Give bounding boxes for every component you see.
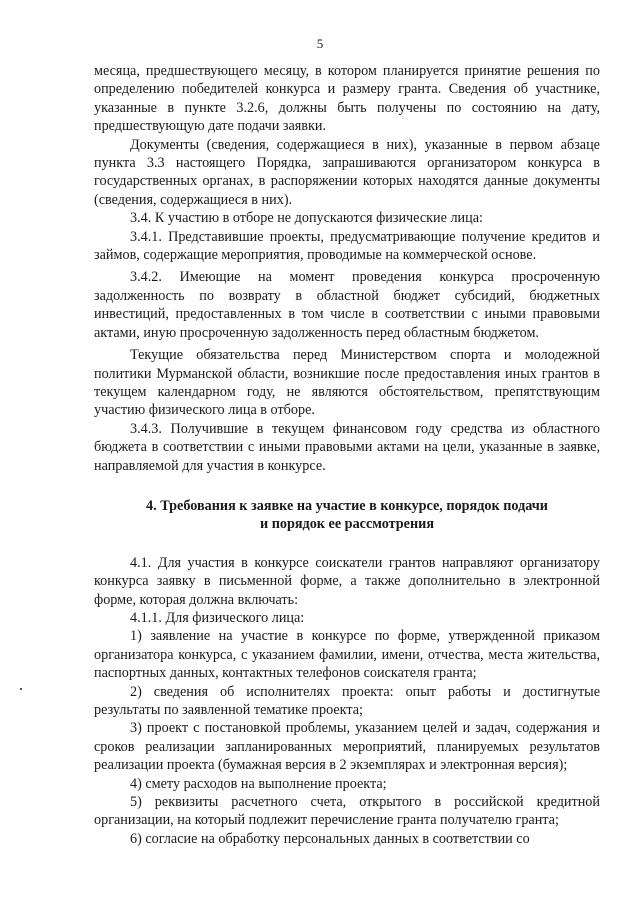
list-item-2: 2) сведения об исполнителях проекта: опыт работы и достигнутые результаты по заявленной тематике проекта; xyxy=(94,683,600,718)
list-item-1: 1) заявление на участие в конкурсе по форме, утвержденной приказом организатора конкурса, с указанием фамилии, имени, отчества, места жительства, паспортных данных, контактных телефонов соискателя гранта; xyxy=(94,628,600,682)
paragraph-4-1-1: 4.1.1. Для физического лица: xyxy=(130,609,305,626)
section-heading-line-2: и порядок ее рассмотрения xyxy=(259,516,434,533)
list-item-6: 6) согласие на обработку персональных данных в соответствии со xyxy=(130,830,530,847)
paragraph-4-1: 4.1. Для участия в конкурсе соискатели грантов направляют организатору конкурса заявку в письменной форме, а также дополнительно в электронной форме, которая должна включать: xyxy=(94,554,600,608)
paragraph-continuation: месяца, предшествующего месяцу, в котором планируется принятие решения по определению победителей конкурса и размеру гранта. Сведения об участнике, указанные в пункте 3.2.6, должны быть получены по состоянию на дату, предшествующую дате подачи заявки. xyxy=(94,63,600,135)
document-body xyxy=(94,62,600,848)
paragraph-3-4-2: 3.4.2. Имеющие на момент проведения конкурса просроченную задолженность по возврату в областной бюджет субсидий, бюджетных инвестиций, предоставленных в том числе в соответствии с иными правовыми актами, иную просроченную задолженность перед областным бюджетом. xyxy=(94,269,600,341)
paragraph-3-4-1: 3.4.1. Представившие проекты, предусматривающие получение кредитов и займов, содержащие мероприятия, проводимые на коммерческой основе. xyxy=(94,228,600,264)
list-item-3: 3) проект с постановкой проблемы, указанием целей и задач, содержания и сроков реализации запланированных мероприятий, планируемых результатов реализации проекта (бумажная версия в 2 экземплярах и электронная версия); xyxy=(94,720,600,774)
list-item-5: 5) реквизиты расчетного счета, открытого в российской кредитной организации, на который подлежит перечисление гранта получателю гранта; xyxy=(94,794,600,829)
section-heading-line-1: 4. Требования к заявке на участие в конкурсе, порядок подачи xyxy=(146,497,548,514)
section-heading xyxy=(94,497,600,534)
paragraph-3-4-3: 3.4.3. Получившие в текущем финансовом году средства из областного бюджета в соответствии с иными правовыми актами на цели, указанные в заявке, направляемой для участия в конкурсе. xyxy=(94,420,600,474)
list-item-4: 4) смету расходов на выполнение проекта; xyxy=(130,775,387,792)
page-number: 5 xyxy=(316,36,324,51)
paragraph-3-4: 3.4. К участию в отборе не допускаются физические лица: xyxy=(130,210,483,227)
scan-speck xyxy=(20,688,22,690)
paragraph-documents: Документы (сведения, содержащиеся в них), указанные в первом абзаце пункта 3.3 настоящего Порядка, запрашиваются организатором конкурса в государственных органах, в распоряжении которых находятся данные документы (сведения, содержащиеся в них). xyxy=(94,136,600,208)
paragraph-current-obligations: Текущие обязательства перед Министерством спорта и молодежной политики Мурманской области, возникшие после предоставления иных грантов в текущем календарном году, не являются обстоятельством, препятствующим участию физического лица в отборе. xyxy=(94,347,600,419)
